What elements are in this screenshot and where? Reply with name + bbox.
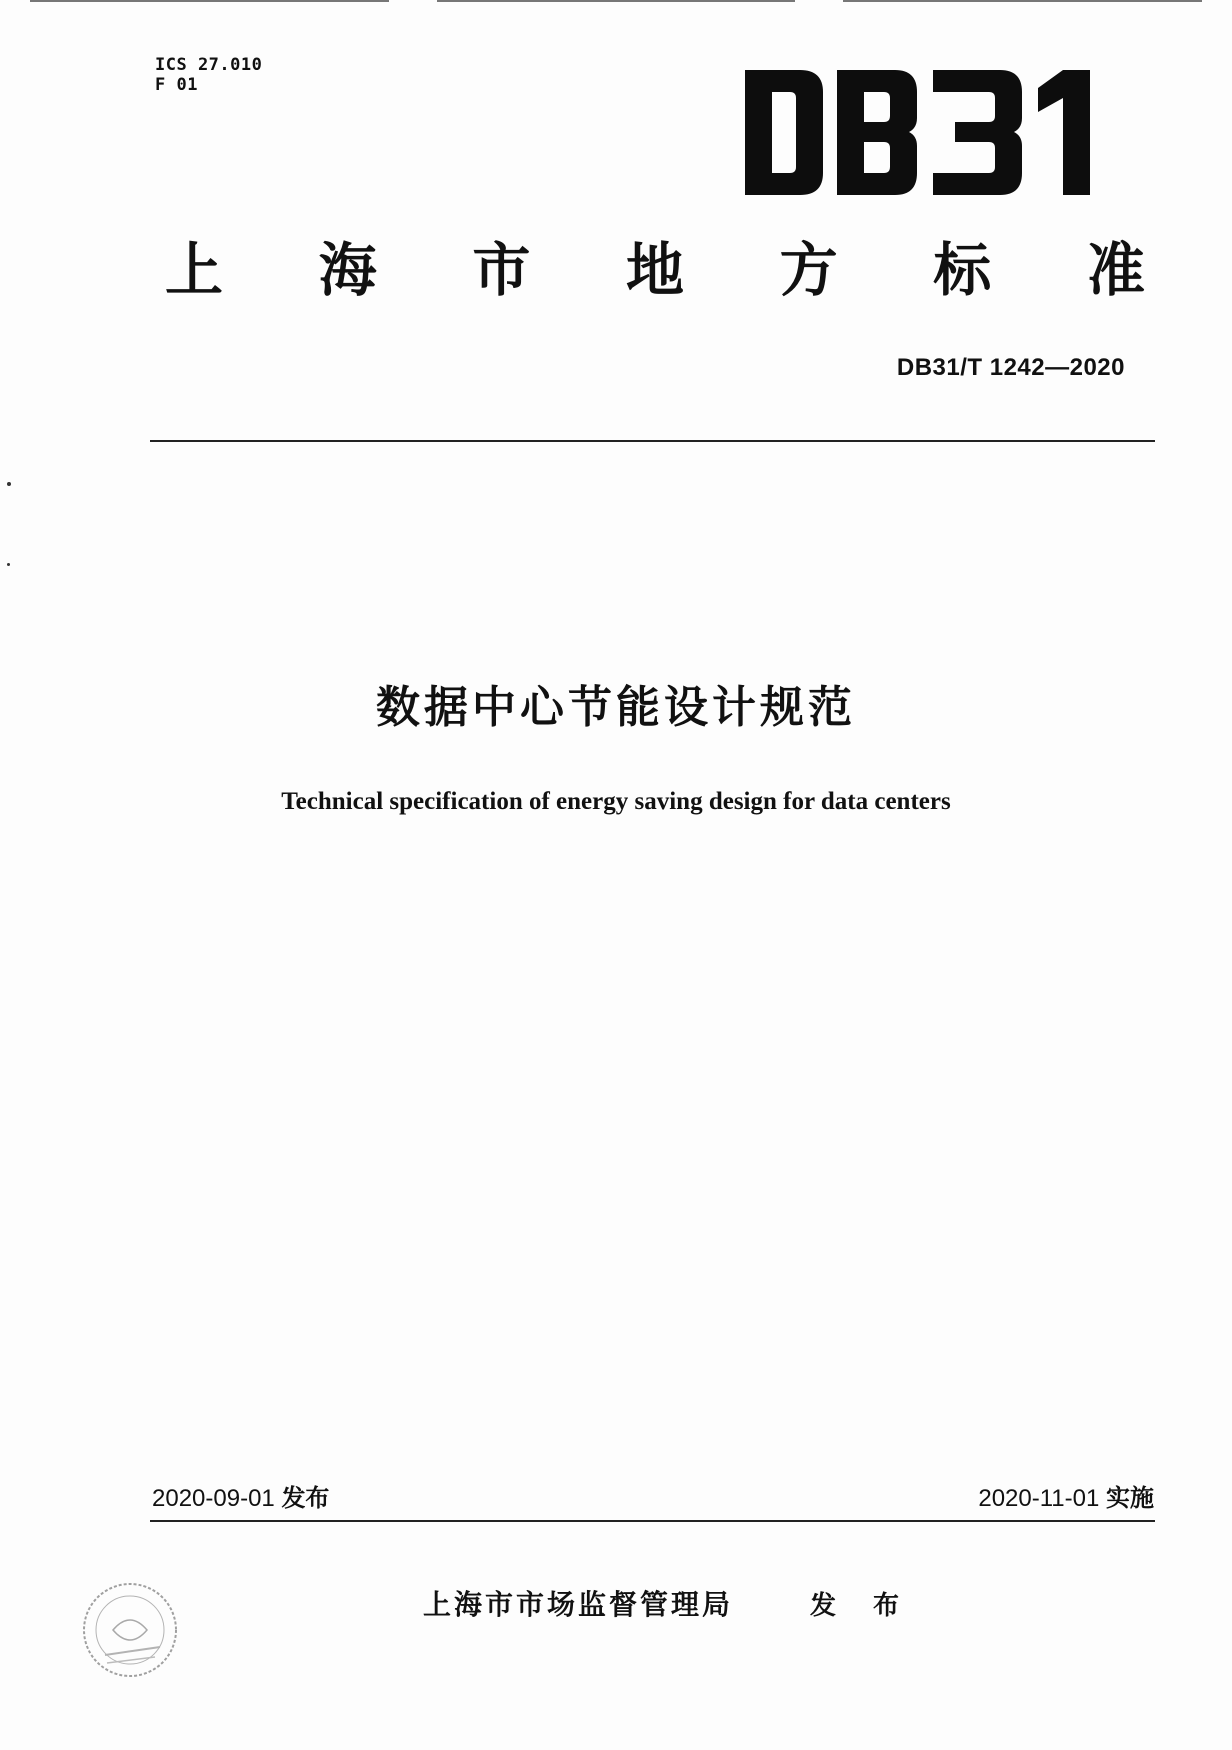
bottom-divider [150, 1520, 1155, 1522]
issuing-authority: 上海市市场监督管理局 [423, 1588, 734, 1621]
implementation-label: 实施 [1106, 1484, 1154, 1512]
document-title-chinese: 数据中心节能设计规范 [376, 682, 856, 733]
heading-char: 准 [1086, 236, 1145, 304]
heading-char: 方 [779, 236, 838, 304]
issue-date: 2020-09-01 [152, 1485, 275, 1512]
db31-logo [745, 70, 1090, 195]
heading-char: 市 [472, 236, 531, 304]
implementation-date-line [978, 1483, 1154, 1514]
scan-top-edge [0, 0, 1232, 3]
classification-codes [155, 55, 262, 95]
heading-char: 标 [933, 236, 992, 304]
implementation-date: 2020-11-01 [978, 1485, 1100, 1512]
standard-type-heading [165, 235, 1145, 305]
top-divider [150, 440, 1155, 442]
scan-mark [7, 563, 10, 566]
ccs-code: F 01 [155, 75, 198, 95]
heading-char: 上 [165, 236, 224, 304]
issuer-action-label: 发 布 [810, 1591, 914, 1621]
library-stamp-icon [75, 1575, 185, 1685]
issue-date-line [152, 1483, 329, 1514]
ics-code: ICS 27.010 [155, 55, 263, 75]
scan-mark [7, 482, 11, 486]
heading-char: 海 [318, 236, 377, 304]
issue-label: 发布 [281, 1484, 330, 1512]
heading-char: 地 [625, 236, 684, 304]
standard-number: DB31/T 1242—2020 [896, 354, 1125, 381]
document-title-english: Technical specification of energy saving design for data centers [281, 788, 951, 815]
